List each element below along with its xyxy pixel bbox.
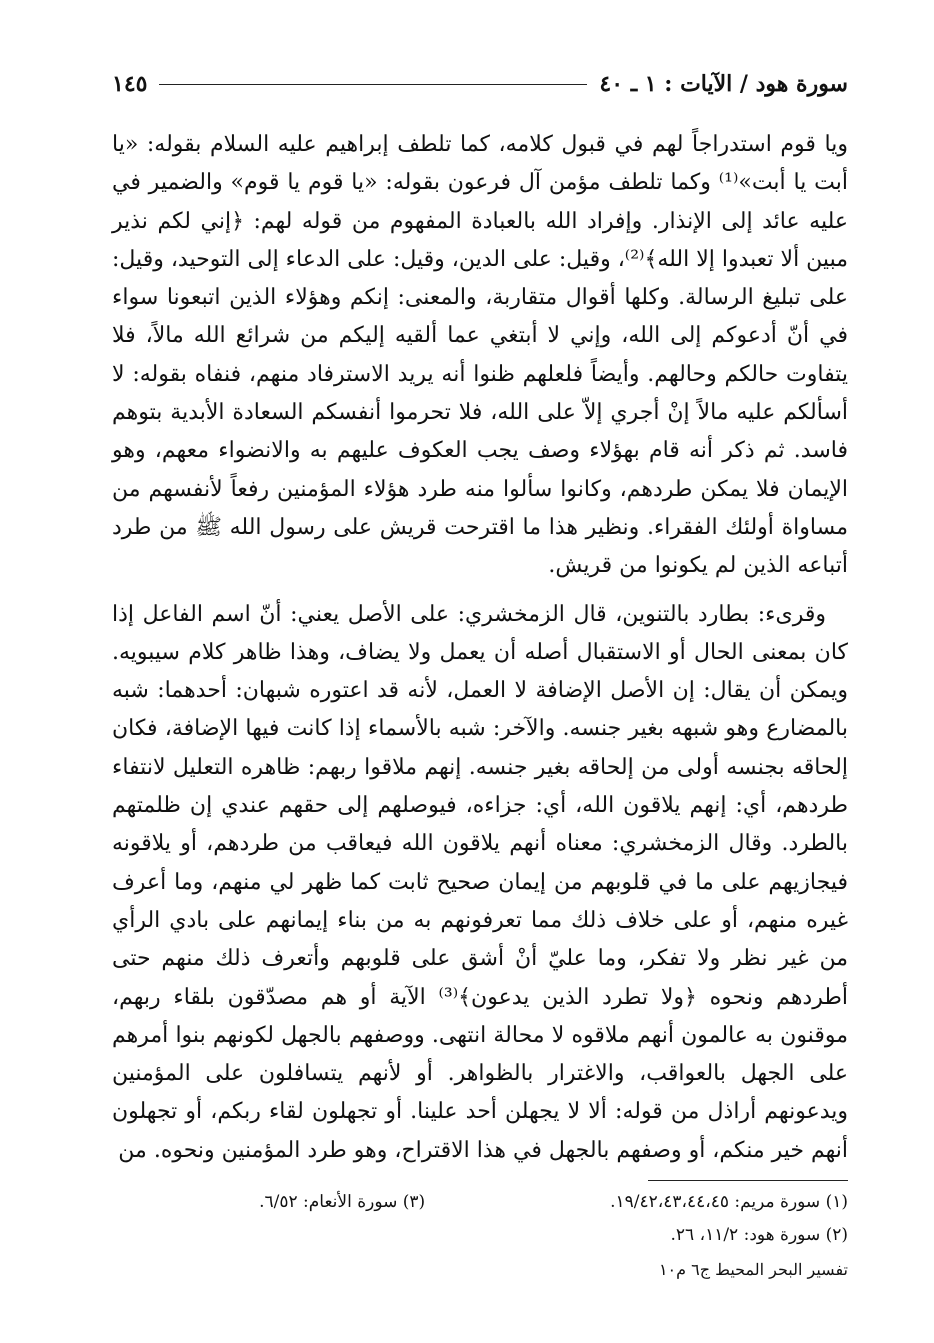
print-signature: تفسير البحر المحيط ج٦ م١٠ bbox=[658, 1260, 848, 1279]
footnotes bbox=[112, 1186, 848, 1252]
footnote-row bbox=[112, 1219, 848, 1252]
running-header bbox=[112, 64, 848, 104]
paragraph-1: ويا قوم استدراجاً لهم في قبول كلامه، كما تلطف إبراهيم عليه السلام بقوله: «يا أبت يا أبت»⁽¹⁾ وكما تلطف مؤمن آل فرعون بقوله: «يا قوم يا قوم» والضمير في عليه عائد إلى الإنذار. وإفراد الله بالعبادة المفهوم من قوله لهم: ﴿إني لكم نذير مبين ألا تعبدوا إلا الله﴾⁽²⁾، وقيل: على الدين، وقيل: على الدعاء إلى التوحيد، وقيل: على تبليغ الرسالة. وكلها أقوال متقاربة، والمعنى: إنكم وهؤلاء الذين اتبعونا سواء في أنّ أدعوكم إلى الله، وإني لا أبتغي عما ألقيه إليكم من شرائع الله مالاً، فلا يتفاوت حالكم وحالهم. وأيضاً فلعلهم ظنوا أنه يريد الاسترفاد منهم، فنفاه بقوله: لا أسألكم عليه مالاً إنْ أجري إلاّ على الله، فلا تحرموا أنفسكم السعادة الأبدية بتوهم فاسد. ثم ذكر أنه قام بهؤلاء وصف يجب العكوف عليهم به والانضواء معهم، وهو الإيمان فلا يمكن طردهم، وكانوا سألوا منه طرد هؤلاء المؤمنين رفعاً لأنفسهم من مساواة أولئك الفقراء. ونظير هذا ما اقترحت قريش على رسول الله ﷺ من طرد أتباعه الذين لم يكونوا من قريش. bbox=[111, 132, 848, 579]
surah-title: سورة هود / الآيات : ١ ـ ٤٠ bbox=[599, 71, 848, 97]
header-rule bbox=[159, 84, 587, 85]
main-text bbox=[112, 126, 848, 1170]
footnote-1: (١) سورة مريم: ١٩/٤٢،٤٣،٤٤،٤٥. bbox=[610, 1192, 848, 1212]
footnote-2: (٢) سورة هود: ١١/٢، ٢٦. bbox=[670, 1225, 848, 1245]
footnote-row bbox=[112, 1186, 848, 1219]
footnote-3: (٣) سورة الأنعام: ٦/٥٢. bbox=[259, 1192, 426, 1212]
paragraph-2: وقرىء: بطارد بالتنوين، قال الزمخشري: على الأصل يعني: أنّ اسم الفاعل إذا كان بمعنى الحال أو الاستقبال أصله أن يعمل ولا يضاف، وهذا ظاهر كلام سيبويه. ويمكن أن يقال: إن الأصل الإضافة لا العمل، لأنه قد اعتوره شبهان: أحدهما: شبه بالمضارع وهو شبهه بغير جنسه. والآخر: شبه بالأسماء إذا كانت فيها الإضافة، فكان إلحاقه بجنسه أولى من إلحاقه بغير جنسه. إنهم ملاقوا ربهم: ظاهره التعليل لانتفاء طردهم، أي: إنهم يلاقون الله، أي: جزاءه، فيوصلهم إلى حقهم عندي إن ظلمتهم بالطرد. وقال الزمخشري: معناه أنهم يلاقون الله فيعاقب من طردهم، أو يلاقونه فيجازيهم على ما في قلوبهم من إيمان صحيح ثابت كما ظهر لي منهم، وما أعرف غيره منهم، أو على خلاف ذلك مما تعرفونهم به من بناء إيمانهم على بادي الرأي من غير نظر ولا تفكر، وما عليّ أنْ أشق على قلوبهم وأتعرف ذلك منهم حتى أطردهم ونحوه ﴿ولا تطرد الذين يدعون﴾⁽³⁾ الآية أو هم مصدّقون بلقاء ربهم، موقنون به عالمون أنهم ملاقوه لا محالة انتهى. ووصفهم بالجهل لكونهم بنوا أمرهم على الجهل بالعواقب، والاغترار بالظواهر. أو لأنهم يتسافلون على المؤمنين ويدعونهم أراذل من قوله: ألا لا يجهلن أحد علينا. أو تجهلون لقاء ربكم، أو تجهلون أنهم خير منكم، أو وصفهم بالجهل في هذا الاقتراح، وهو طرد المؤمنين ونحوه. من bbox=[112, 601, 848, 1163]
page-number: ١٤٥ bbox=[112, 71, 148, 97]
footnote-rule bbox=[648, 1180, 848, 1181]
